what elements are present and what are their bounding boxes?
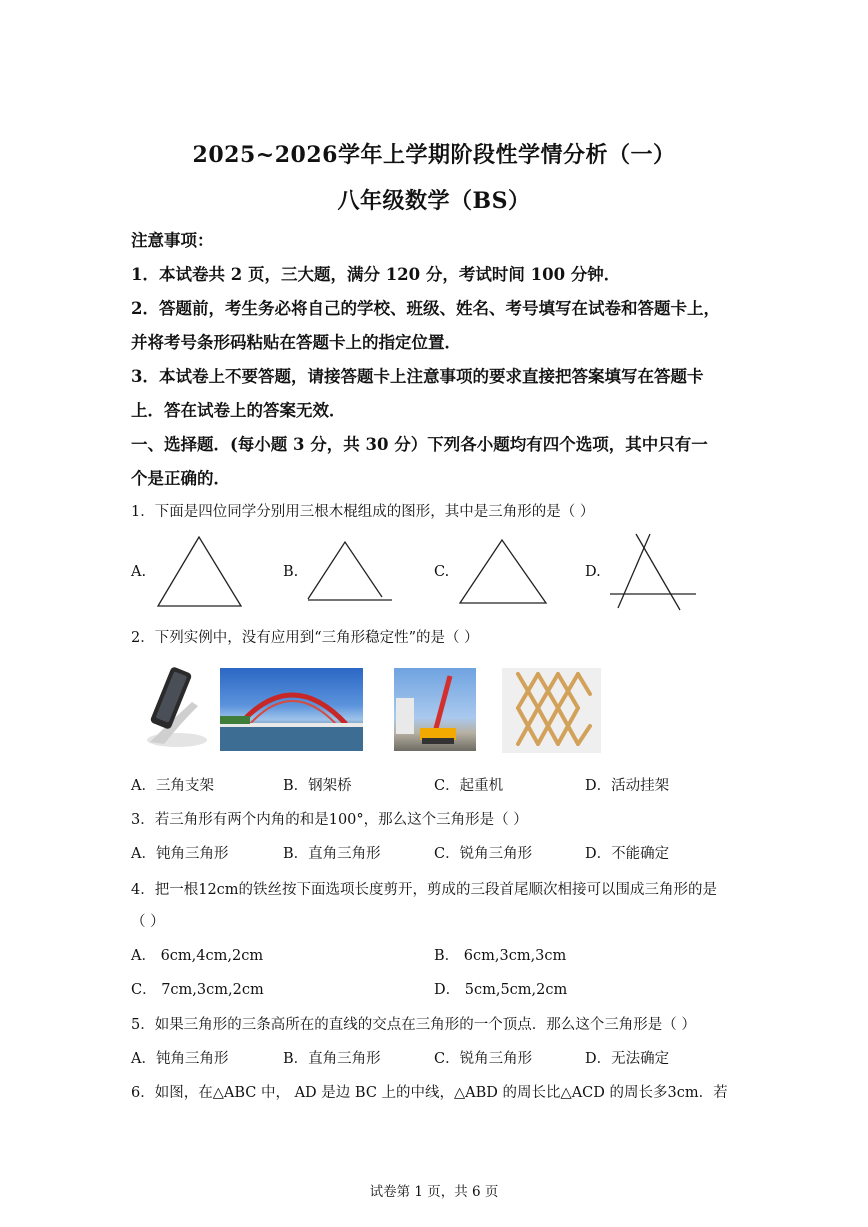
q4-option-b: B． 6cm,3cm,3cm xyxy=(434,948,567,964)
steel-bridge-image xyxy=(220,668,363,751)
q4-option-d: D． 5cm,5cm,2cm xyxy=(434,982,568,998)
section-1-heading-cont: 个是正确的． xyxy=(131,469,230,488)
notice-item-2a: 2．答题前，考生务必将自己的学校、班级、姓名、考号填写在试卷和答题卡上， xyxy=(131,299,720,318)
q1-figure-a xyxy=(150,530,250,612)
q3-option-c: C．锐角三角形 xyxy=(434,846,533,862)
notice-item-1: 1．本试卷共 2 页，三大题，满分 120 分，考试时间 100 分钟． xyxy=(131,265,621,284)
q1-figure-c xyxy=(452,534,556,610)
q3-option-d: D．不能确定 xyxy=(585,846,670,862)
q1-label-d: D. xyxy=(585,564,601,580)
q4-option-c: C． 7cm,3cm,2cm xyxy=(131,982,264,998)
q5-option-b: B．直角三角形 xyxy=(283,1051,381,1067)
q5-option-d: D．无法确定 xyxy=(585,1051,670,1067)
crane-image xyxy=(394,668,476,751)
exam-title: 2025~2026学年上学期阶段性学情分析（一） xyxy=(192,142,676,168)
q1-figure-b xyxy=(300,536,400,608)
page-footer: 试卷第 1 页，共 6 页 xyxy=(369,1184,499,1200)
notice-item-2b: 并将考号条形码粘贴在答题卡上的指定位置． xyxy=(131,333,461,352)
q5-option-c: C．锐角三角形 xyxy=(434,1051,533,1067)
q2-option-d: D．活动挂架 xyxy=(585,778,670,794)
section-1-heading: 一、选择题．(每小题 3 分，共 30 分）下列各小题均有四个选项，其中只有一 xyxy=(131,435,708,454)
question-2-stem: 2．下列实例中，没有应用到“三角形稳定性”的是（ ） xyxy=(131,630,479,646)
phone-stand-image xyxy=(140,662,210,754)
question-1-stem: 1．下面是四位同学分别用三根木棍组成的图形，其中是三角形的是（ ） xyxy=(131,504,595,520)
question-6-stem: 6．如图，在△ABC 中， AD 是边 BC 上的中线，△ABD 的周长比△ACD 的周长多3cm．若 xyxy=(131,1085,728,1101)
notice-item-3b: 上．答在试卷上的答案无效． xyxy=(131,401,346,420)
q1-label-a: A. xyxy=(131,564,147,580)
q4-option-a: A． 6cm,4cm,2cm xyxy=(131,948,264,964)
q1-figure-d xyxy=(604,530,704,616)
exam-subtitle: 八年级数学（BS） xyxy=(337,188,531,214)
question-5-stem: 5．如果三角形的三条高所在的直线的交点在三角形的一个顶点．那么这个三角形是（ ） xyxy=(131,1017,696,1033)
q2-option-c: C．起重机 xyxy=(434,778,504,794)
notice-heading: 注意事项： xyxy=(131,231,214,250)
folding-hanger-image xyxy=(502,668,601,753)
question-4-stem-cont: （ ） xyxy=(131,914,165,930)
q2-option-b: B．钢架桥 xyxy=(283,778,352,794)
notice-item-3a: 3．本试卷上不要答题，请接答题卡上注意事项的要求直接把答案填写在答题卡 xyxy=(131,367,704,386)
q3-option-a: A．钝角三角形 xyxy=(131,846,229,862)
question-4-stem: 4．把一根12cm的铁丝按下面选项长度剪开，剪成的三段首尾顺次相接可以围成三角形的是 xyxy=(131,882,718,898)
q1-label-c: C. xyxy=(434,564,450,580)
q2-option-a: A．三角支架 xyxy=(131,778,214,794)
q1-label-b: B. xyxy=(283,564,299,580)
q5-option-a: A．钝角三角形 xyxy=(131,1051,229,1067)
q3-option-b: B．直角三角形 xyxy=(283,846,381,862)
question-3-stem: 3．若三角形有两个内角的和是100°，那么这个三角形是（ ） xyxy=(131,812,528,828)
